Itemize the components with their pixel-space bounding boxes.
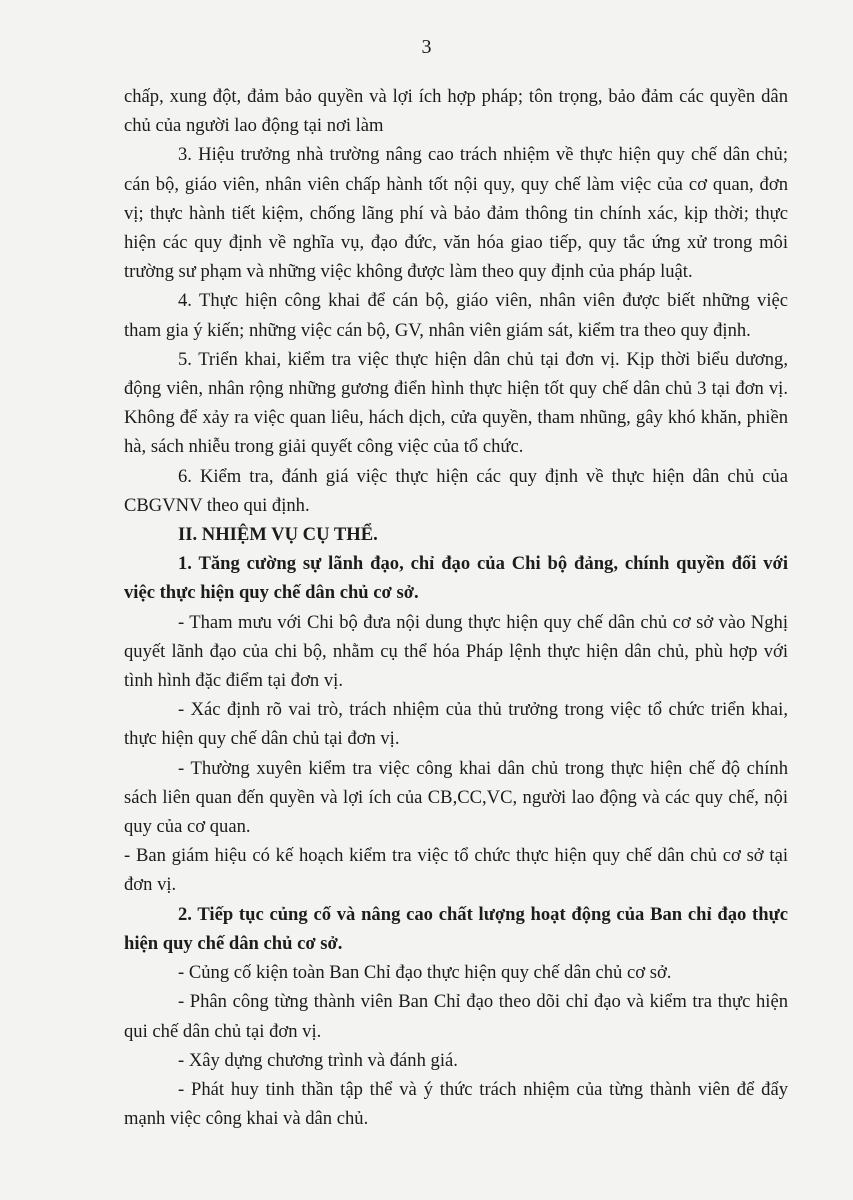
- bullet-item: - Củng cố kiện toàn Ban Chỉ đạo thực hiện quy chế dân chủ cơ sở.: [178, 962, 672, 984]
- bullet-item: - Tham mưu với Chi bộ đưa nội dung thực hiện quy chế dân chủ cơ sở vào Nghị quyết lãnh đạo của chi bộ, nhằm cụ thể hóa Pháp lệnh thực hiện dân chủ, phù hợp với tình hình đặc điểm tại đơn vị.: [124, 611, 788, 692]
- paragraph-item-6: 6. Kiểm tra, đánh giá việc thực hiện các quy định về thực hiện dân chủ của CBGVNV theo qui định.: [124, 465, 788, 516]
- bullet-item: - Phân công từng thành viên Ban Chỉ đạo theo dõi chỉ đạo và kiểm tra thực hiện qui chế dân chủ tại đơn vị.: [124, 991, 788, 1042]
- paragraph-continuation: chấp, xung đột, đảm bảo quyền và lợi ích hợp pháp; tôn trọng, bảo đảm các quyền dân chủ của người lao động tại nơi làm: [124, 86, 788, 137]
- page-number: 3: [421, 36, 432, 58]
- bullet-item: - Xác định rõ vai trò, trách nhiệm của thủ trưởng trong việc tổ chức triển khai, thực hiện quy chế dân chủ tại đơn vị.: [124, 699, 788, 750]
- paragraph-item-3: 3. Hiệu trưởng nhà trường nâng cao trách nhiệm về thực hiện quy chế dân chủ; cán bộ, giáo viên, nhân viên chấp hành tốt nội quy, quy chế làm việc của cơ quan, đơn vị; thực hành tiết kiệm, chống lãng phí và bảo đảm thông tin chính xác, kịp thời; thực hiện các quy định về nghĩa vụ, đạo đức, văn hóa giao tiếp, quy tắc ứng xử trong môi trường sư phạm và những việc không được làm theo quy định của pháp luật.: [124, 144, 788, 283]
- document-body: [124, 82, 788, 1133]
- bullet-item: - Phát huy tinh thần tập thể và ý thức trách nhiệm của từng thành viên để đẩy mạnh việc công khai và dân chủ.: [124, 1078, 788, 1130]
- bullet-item: - Thường xuyên kiểm tra việc công khai dân chủ trong thực hiện chế độ chính sách liên quan đến quyền và lợi ích của CB,CC,VC, người lao động và các quy chế, nội quy của cơ quan.: [124, 757, 788, 838]
- subheading-2: 2. Tiếp tục củng cố và nâng cao chất lượng hoạt động của Ban chỉ đạo thực hiện quy chế dân chủ cơ sở.: [124, 903, 788, 954]
- paragraph-item-4: 4. Thực hiện công khai để cán bộ, giáo viên, nhân viên được biết những việc tham gia ý kiến; những việc cán bộ, GV, nhân viên giám sát, kiểm tra theo quy định.: [124, 290, 788, 341]
- section-heading: II. NHIỆM VỤ CỤ THỂ.: [178, 524, 378, 546]
- subheading-1: 1. Tăng cường sự lãnh đạo, chỉ đạo của Chi bộ đảng, chính quyền đối với việc thực hiện quy chế dân chủ cơ sở.: [124, 553, 788, 604]
- bullet-item: - Xây dựng chương trình và đánh giá.: [178, 1049, 458, 1071]
- bullet-item: - Ban giám hiệu có kế hoạch kiểm tra việc tổ chức thực hiện quy chế dân chủ cơ sở tại đơn vị.: [124, 845, 788, 896]
- paragraph-item-5: 5. Triển khai, kiểm tra việc thực hiện dân chủ tại đơn vị. Kịp thời biểu dương, động viên, nhân rộng những gương điển hình thực hiện tốt quy chế dân chủ 3 tại đơn vị. Không để xảy ra việc quan liêu, hách dịch, cửa quyền, tham nhũng, gây khó khăn, phiền hà, sách nhiễu trong giải quyết công việc của tổ chức.: [124, 348, 788, 458]
